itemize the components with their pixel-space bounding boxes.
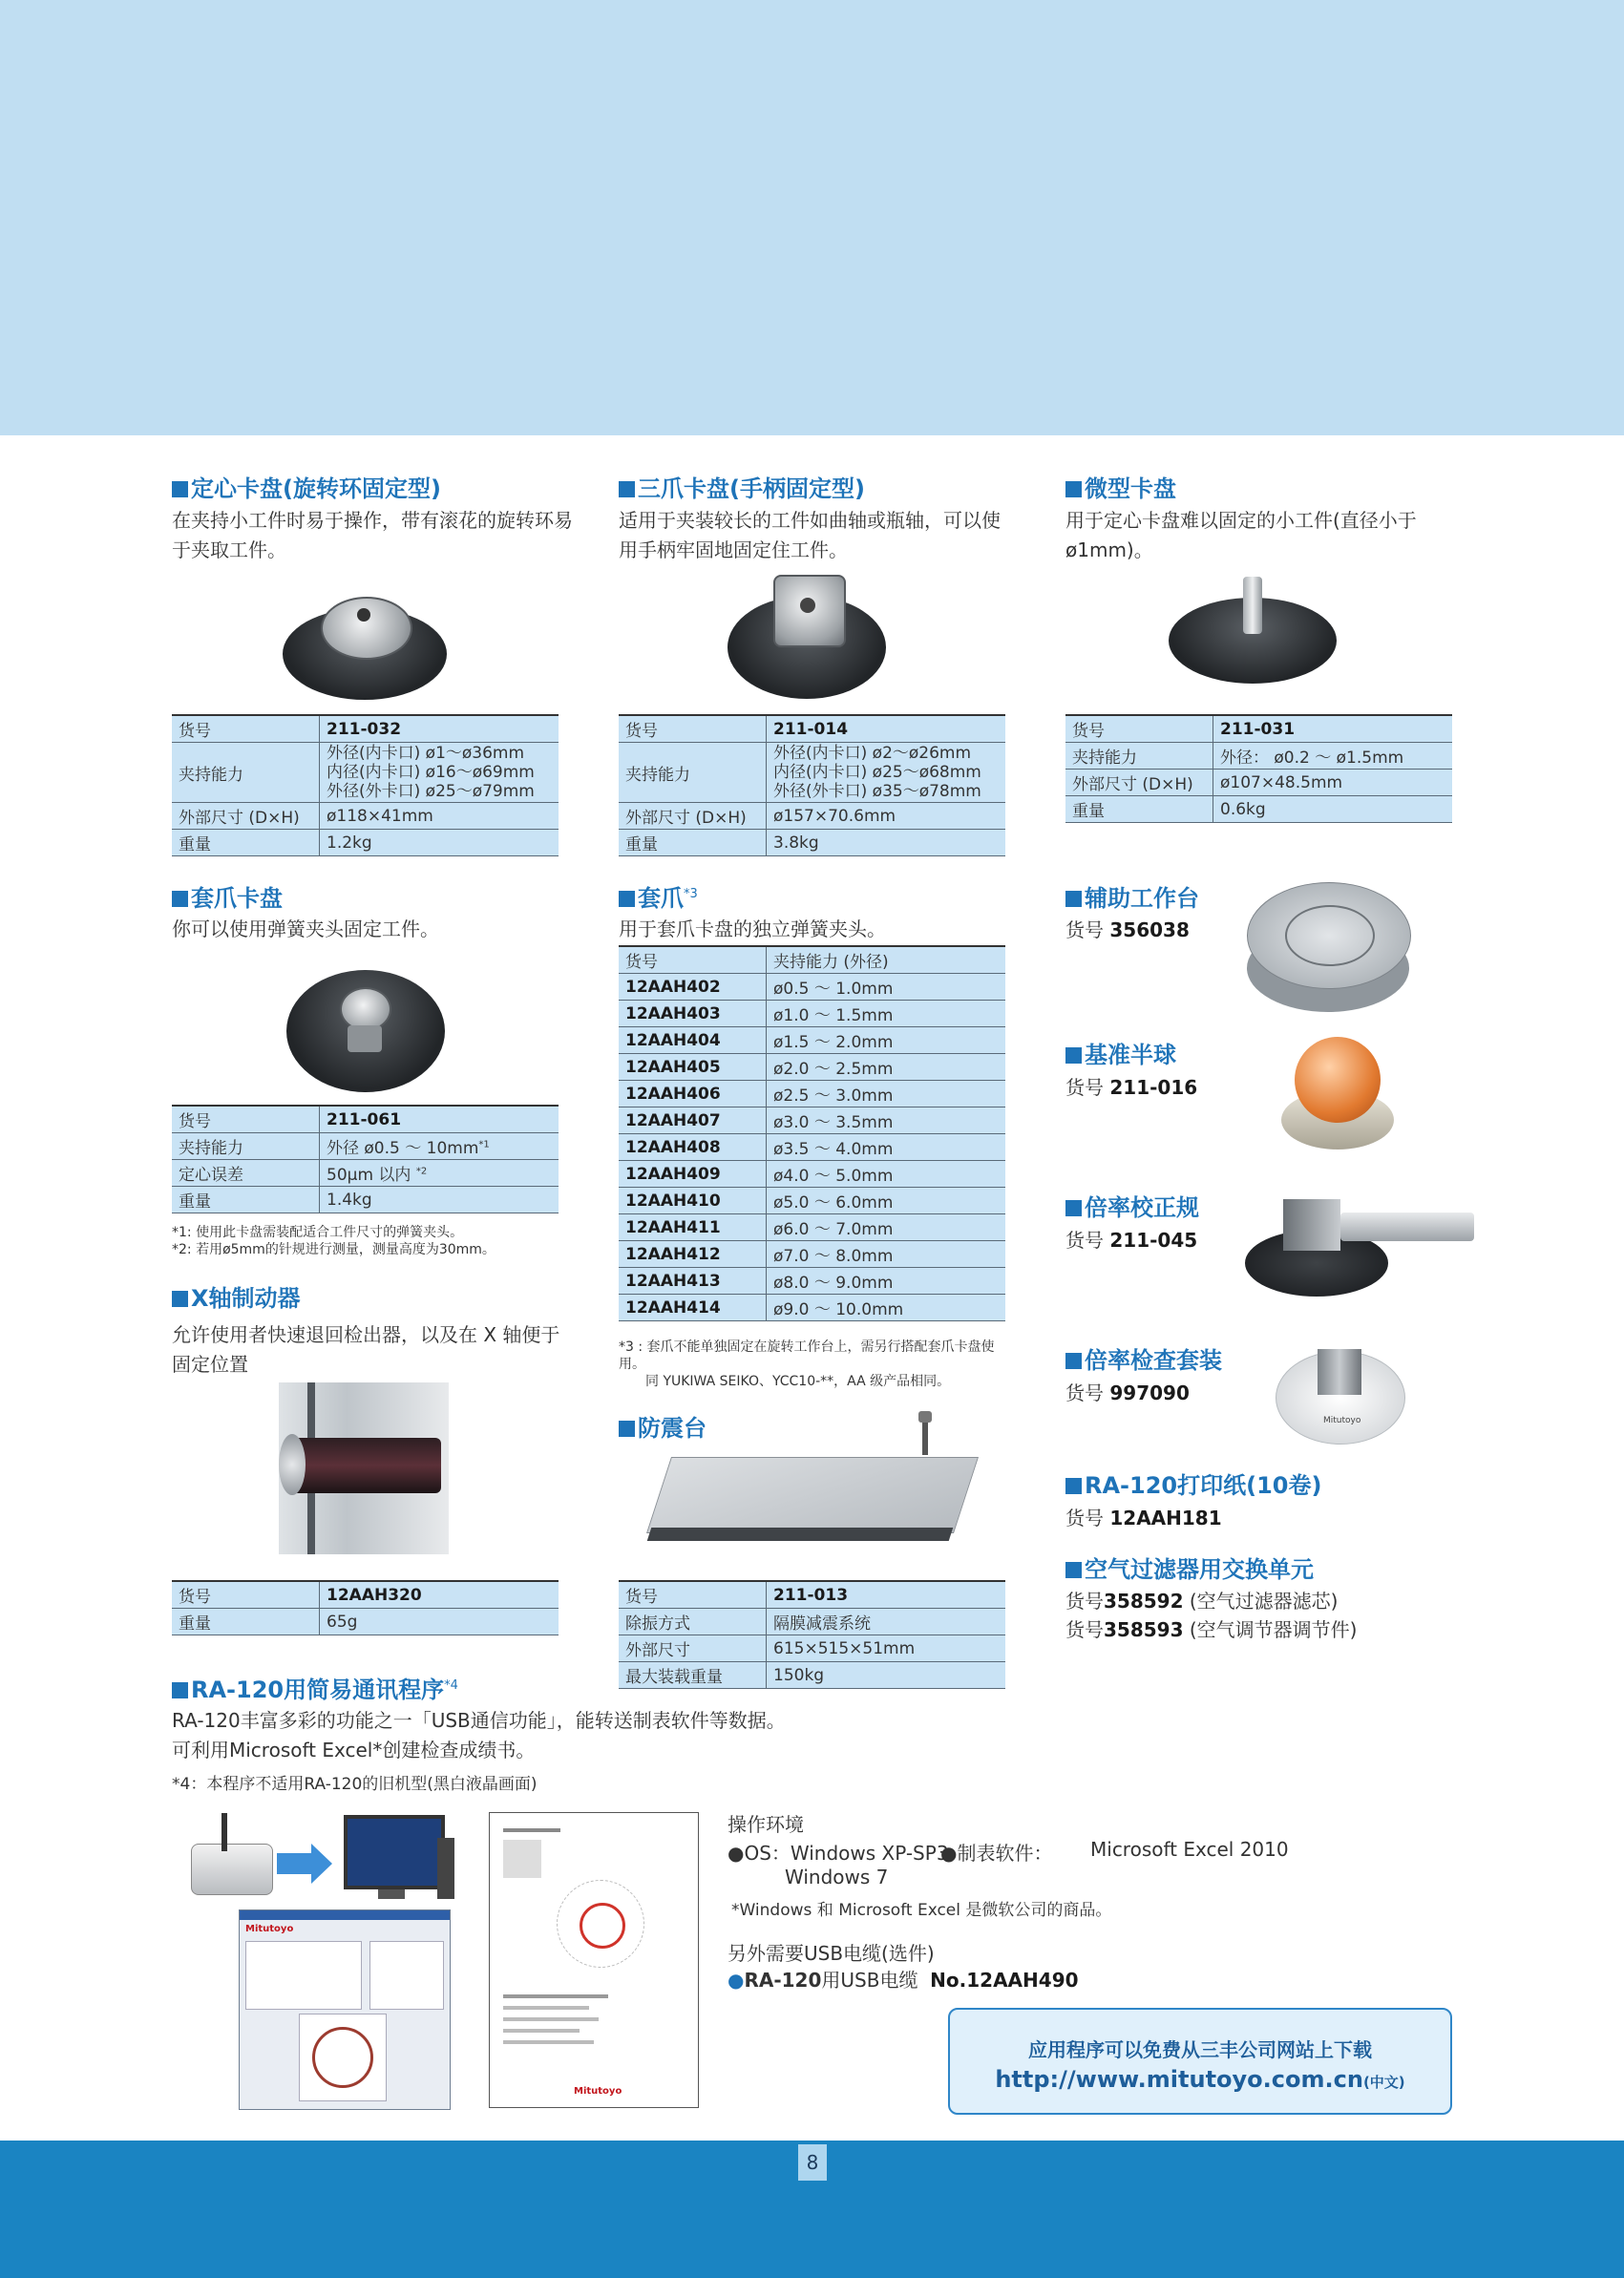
heading-printer-paper: RA-120打印纸(10卷) — [1065, 1466, 1321, 1500]
heading-chuck-handle: 三爪卡盘(手柄固定型) — [619, 470, 865, 503]
collet-row — [619, 1241, 1005, 1268]
desc-collet: 用于套爪卡盘的独立弹簧夹头。 — [619, 918, 886, 940]
screen-brand: Mitutoyo — [245, 1924, 294, 1934]
software-screenshot — [239, 1909, 451, 2110]
notes-collet: *3 : 套爪不能单独固定在旋转工作台上，需另行搭配套爪卡盘使用。 同 YUKIWA SEIKO、YCC10-**，AA 级产品相同。 — [619, 1339, 995, 1389]
collet-code: 12AAH407 — [619, 1107, 767, 1134]
collet-row — [619, 1134, 1005, 1161]
collet-code: 12AAH406 — [619, 1081, 767, 1107]
collet-capacity: ø5.0 ～ 6.0mm — [767, 1188, 1006, 1214]
collet-capacity: ø0.5 ～ 1.0mm — [767, 974, 1006, 1001]
vib-table-image — [649, 1411, 974, 1545]
printed-report-image — [489, 1812, 699, 2108]
trademark-note: *Windows 和 Microsoft Excel 是微软公司的商品。 — [731, 1901, 1112, 1920]
order-printer-paper: 货号 12AAH181 — [1065, 1507, 1222, 1529]
notes-collet-chuck: *1: 使用此卡盘需装配适合工件尺寸的弹簧夹头。 *2: 若用ø5mm的针规进行测量，测量高度为30mm。 — [172, 1225, 496, 1257]
spec-table-micro-chuck: 货号 211-031 夹持能力 外径： ø0.2 ～ ø1.5mm 外部尺寸 (D×H) ø107×48.5mm 重量 0.6kg — [1065, 714, 1452, 823]
collet-row — [619, 1188, 1005, 1214]
kit-brand-label: Mitutoyo — [1323, 1416, 1361, 1425]
order-air-filter-1: 货号358592 (空气过滤器滤芯) — [1065, 1590, 1339, 1613]
env-os: ●OS：Windows XP-SP3 — [728, 1842, 949, 1865]
micro-chuck-image — [1167, 573, 1339, 684]
download-line: 应用程序可以免费从三丰公司网站上下载 — [1028, 2038, 1372, 2061]
heading-chuck-ring: 定心卡盘(旋转环固定型) — [172, 470, 441, 503]
collet-row — [619, 1001, 1005, 1027]
x-brake-image — [279, 1382, 449, 1554]
collet-code: 12AAH405 — [619, 1054, 767, 1081]
top-color-band — [0, 0, 1624, 435]
collet-code: 12AAH410 — [619, 1188, 767, 1214]
mag-gauge-image — [1245, 1192, 1480, 1298]
collet-row — [619, 1107, 1005, 1134]
env-title: 操作环境 — [728, 1813, 804, 1836]
heading-aux-table: 辅助工作台 — [1065, 879, 1199, 913]
heading-x-brake: X轴制动器 — [172, 1279, 301, 1313]
collet-row — [619, 1161, 1005, 1188]
heading-mag-kit: 倍率检查套装 — [1065, 1341, 1222, 1375]
comm-line-2: 可利用Microsoft Excel*创建检查成绩书。 — [172, 1739, 536, 1761]
spec-table-x-brake: 货号 12AAH320 重量 65g — [172, 1580, 559, 1635]
heading-mag-gauge: 倍率校正规 — [1065, 1189, 1199, 1222]
env-sheet-label: ●制表软件： — [940, 1842, 1053, 1865]
collet-capacity: ø1.5 ～ 2.0mm — [767, 1027, 1006, 1054]
env-sheet-value: Microsoft Excel 2010 — [1090, 1838, 1289, 1861]
collet-row — [619, 1268, 1005, 1295]
desc-micro-chuck: 用于定心卡盘难以固定的小工件(直径小于ø1mm)。 — [1065, 509, 1417, 561]
usb-cable-line: ●RA-120用USB电缆 No.12AAH490 — [728, 1969, 1079, 1992]
env-os-line2: Windows 7 — [785, 1866, 889, 1888]
desc-chuck-handle: 适用于夹装较长的工件如曲轴或瓶轴，可以使用手柄牢固地固定住工件。 — [619, 509, 1001, 561]
collet-capacity: ø1.0 ～ 1.5mm — [767, 1001, 1006, 1027]
collet-capacity: ø9.0 ～ 10.0mm — [767, 1295, 1006, 1321]
order-mag-kit: 货号 997090 — [1065, 1382, 1190, 1404]
collet-row — [619, 1214, 1005, 1241]
collet-table: 货号 夹持能力 (外径) 12AAH402 ø0.5 ～ 1.0mm 12AAH403 ø1.0 ～ 1.5mm 12AAH404 ø1.5 ～ 2.0mm 12AAH405 ø2.0 ～ 2.5mm 12AAH406 ø2.5 ～ 3.0mm 12AAH407 ø3.0 ～ 3.5mm 12AAH408 ø3.5 ～ 4.0mm 12AAH409 ø4.0 ～ 5.0mm 12AAH410 ø5.0 ～ 6.0mm 12AAH411 ø6.0 ～ 7.0mm 12AAH412 ø7.0 ～ 8.0mm 12AAH413 ø8.0 ～ 9.0mm 12AAH414 ø9.0 ～ 10.0mm — [619, 945, 1005, 1321]
collet-row — [619, 1295, 1005, 1321]
collet-code: 12AAH403 — [619, 1001, 767, 1027]
comm-line-1: RA-120丰富多彩的功能之一「USB通信功能」，能转送制表软件等数据。 — [172, 1709, 786, 1732]
collet-code: 12AAH409 — [619, 1161, 767, 1188]
collet-row — [619, 1054, 1005, 1081]
spec-table-chuck-ring: 货号 211-032 夹持能力 外径(内卡口) ø1～ø36mm 内径(内卡口) ø16～ø69mm 外径(外卡口) ø25～ø79mm 外部尺寸 (D×H) ø118×41mm 重量 1.2kg — [172, 714, 559, 856]
collet-capacity: ø2.0 ～ 2.5mm — [767, 1054, 1006, 1081]
mag-kit-image — [1276, 1332, 1403, 1445]
ref-hemisphere-image — [1277, 1033, 1398, 1153]
collet-code: 12AAH404 — [619, 1027, 767, 1054]
collet-row — [619, 1027, 1005, 1054]
aux-table-image — [1247, 876, 1409, 1016]
heading-collet: 套爪$^{*3}$ — [619, 879, 698, 913]
order-mag-gauge: 货号 211-045 — [1065, 1229, 1198, 1252]
download-url[interactable]: http://www.mitutoyo.com.cn(中文) — [995, 2066, 1405, 2093]
collet-capacity: ø7.0 ～ 8.0mm — [767, 1241, 1006, 1268]
spec-table-collet-chuck: 货号 211-061 夹持能力 外径 ø0.5 ～ $10mm^{*1}$ 定心误差 50µm 以内 $^{*2}$ 重量 1.4kg — [172, 1105, 559, 1213]
collet-code: 12AAH413 — [619, 1268, 767, 1295]
order-air-filter-2: 货号358593 (空气调节器调节件) — [1065, 1618, 1358, 1641]
collet-capacity: ø2.5 ～ 3.0mm — [767, 1081, 1006, 1107]
collet-capacity: ø8.0 ～ 9.0mm — [767, 1268, 1006, 1295]
collet-code: 12AAH414 — [619, 1295, 767, 1321]
chuck-ring-image — [281, 587, 449, 702]
heading-micro-chuck: 微型卡盘 — [1065, 470, 1176, 503]
order-ref-hemisphere: 货号 211-016 — [1065, 1076, 1198, 1099]
heading-comm: RA-120用简易通讯程序$^{*4}$ — [172, 1671, 458, 1704]
collet-code: 12AAH402 — [619, 974, 767, 1001]
comm-setup-image — [187, 1809, 458, 1905]
collet-code: 12AAH412 — [619, 1241, 767, 1268]
heading-ref-hemisphere: 基准半球 — [1065, 1036, 1176, 1069]
order-aux-table: 货号 356038 — [1065, 918, 1190, 941]
chuck-handle-image — [726, 569, 888, 701]
collet-capacity: ø4.0 ～ 5.0mm — [767, 1161, 1006, 1188]
spec-table-chuck-handle: 货号 211-014 夹持能力 外径(内卡口) ø2～ø26mm 内径(内卡口) ø25～ø68mm 外径(外卡口) ø35～ø78mm 外部尺寸 (D×H) ø157×70.6mm 重量 3.8kg — [619, 714, 1005, 856]
collet-capacity: ø3.5 ～ 4.0mm — [767, 1134, 1006, 1161]
collet-row — [619, 974, 1005, 1001]
download-box — [948, 2008, 1452, 2115]
comm-note: *4：本程序不适用RA-120的旧机型(黑白液晶画面) — [172, 1775, 538, 1794]
collet-chuck-image — [285, 966, 447, 1094]
report-brand: Mitutoyo — [574, 2086, 622, 2097]
collet-code: 12AAH411 — [619, 1214, 767, 1241]
heading-air-filter: 空气过滤器用交换单元 — [1065, 1550, 1314, 1584]
collet-capacity: ø6.0 ～ 7.0mm — [767, 1214, 1006, 1241]
collet-code: 12AAH408 — [619, 1134, 767, 1161]
spec-table-vib-table: 货号 211-013 除振方式 隔膜减震系统 外部尺寸 615×515×51mm 最大装载重量 150kg — [619, 1580, 1005, 1689]
desc-chuck-ring: 在夹持小工件时易于操作，带有滚花的旋转环易于夹取工件。 — [172, 509, 573, 561]
heading-vib-table: 防震台 — [619, 1409, 707, 1443]
heading-collet-chuck: 套爪卡盘 — [172, 879, 283, 913]
collet-capacity: ø3.0 ～ 3.5mm — [767, 1107, 1006, 1134]
usb-title: 另外需要USB电缆(选件) — [728, 1942, 935, 1965]
desc-x-brake: 允许使用者快速退回检出器，以及在 X 轴便于固定位置 — [172, 1323, 560, 1376]
desc-collet-chuck: 你可以使用弹簧夹头固定工件。 — [172, 918, 439, 940]
collet-row — [619, 1081, 1005, 1107]
page-number: 8 — [798, 2144, 827, 2181]
